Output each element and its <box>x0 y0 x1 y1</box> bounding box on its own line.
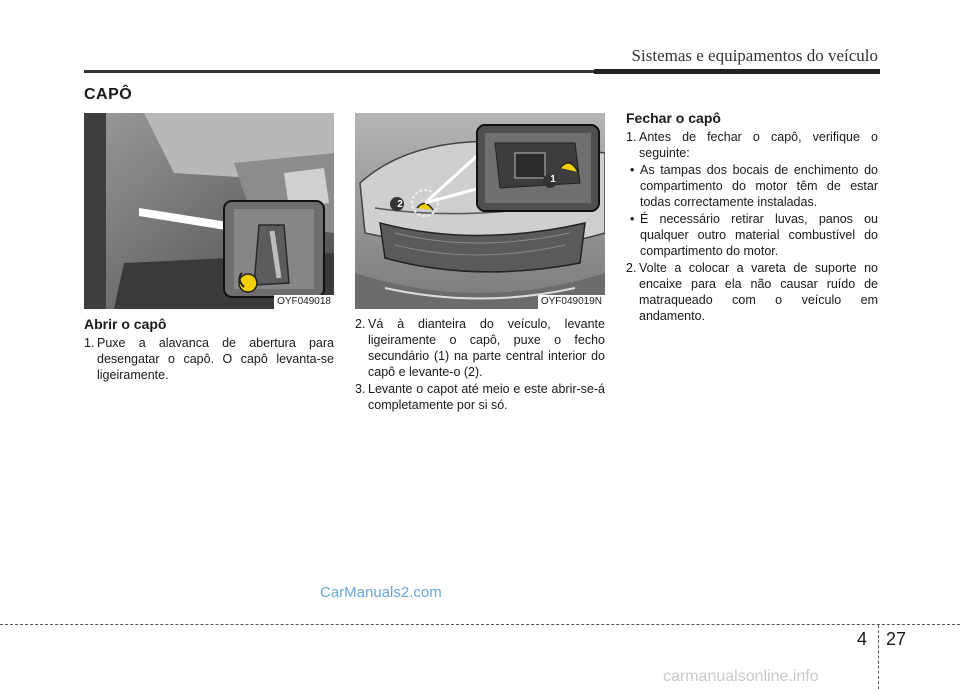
figure-code: OYF049019N <box>538 295 605 309</box>
watermark-link[interactable]: CarManuals2.com <box>320 584 442 601</box>
open-hood-title: Abrir o capô <box>84 316 167 332</box>
open-hood-section <box>84 316 334 383</box>
callout-2: 2 <box>397 199 403 210</box>
close-hood-title: Fechar o capô <box>626 110 721 126</box>
header-rule-accent <box>594 69 880 74</box>
hood-latch-illustration <box>355 113 605 309</box>
open-hood-step-2 <box>355 316 605 380</box>
callout-1: 1 <box>550 174 556 185</box>
bullet-icon: • <box>630 163 635 177</box>
step-text: Vá à dianteira do veículo, levante ligeiramente o capô, puxe o fecho secundário (1) na parte central interior do capô e levante-o (2). <box>368 317 605 379</box>
hood-release-lever-drawing <box>84 113 334 309</box>
step-text: Antes de fechar o capô, verifique o seguinte: <box>639 130 878 160</box>
bullet-text: As tampas dos bocais de enchimento do compartimento do motor têm de estar todas correctamente instaladas. <box>640 163 878 209</box>
page-number: 27 <box>886 629 907 649</box>
figure-code: OYF049018 <box>274 295 334 309</box>
step-text: Volte a colocar a vareta de suporte no encaixe para ela não causar ruído de matraqueado com o veículo em andamento. <box>639 261 878 323</box>
footer-divider <box>878 625 879 689</box>
close-hood-bullet-2 <box>626 211 878 259</box>
bullet-icon: • <box>630 212 635 226</box>
close-hood-bullet-1 <box>626 162 878 210</box>
step-text: Puxe a alavanca de abertura para desengatar o capô. O capô levanta-se ligeiramente. <box>97 336 334 382</box>
step-number: 3. <box>355 382 366 396</box>
footer-rule <box>0 624 960 625</box>
watermark-bottom: carmanualsonline.info <box>663 668 819 685</box>
step-number: 1. <box>626 130 637 144</box>
section-title: CAPÔ <box>84 86 133 103</box>
close-hood-step-2 <box>626 260 878 324</box>
car-front-drawing <box>355 113 605 309</box>
open-hood-step-1 <box>84 335 334 383</box>
step-number: 1. <box>84 336 95 350</box>
step-text: Levante o capot até meio e este abrir-se-á completamente por si só. <box>368 382 605 412</box>
open-hood-continued <box>355 316 605 413</box>
chapter-number: 4 <box>857 629 868 649</box>
close-hood-step-1 <box>626 129 878 161</box>
open-hood-step-3 <box>355 381 605 413</box>
step-number: 2. <box>626 261 637 275</box>
bullet-text: É necessário retirar luvas, panos ou qualquer outro material combustível do compartimento do motor. <box>640 212 878 258</box>
close-hood-section <box>626 110 878 324</box>
running-header: Sistemas e equipamentos do veículo <box>631 46 878 65</box>
step-number: 2. <box>355 317 366 331</box>
hood-release-lever-illustration <box>84 113 334 309</box>
